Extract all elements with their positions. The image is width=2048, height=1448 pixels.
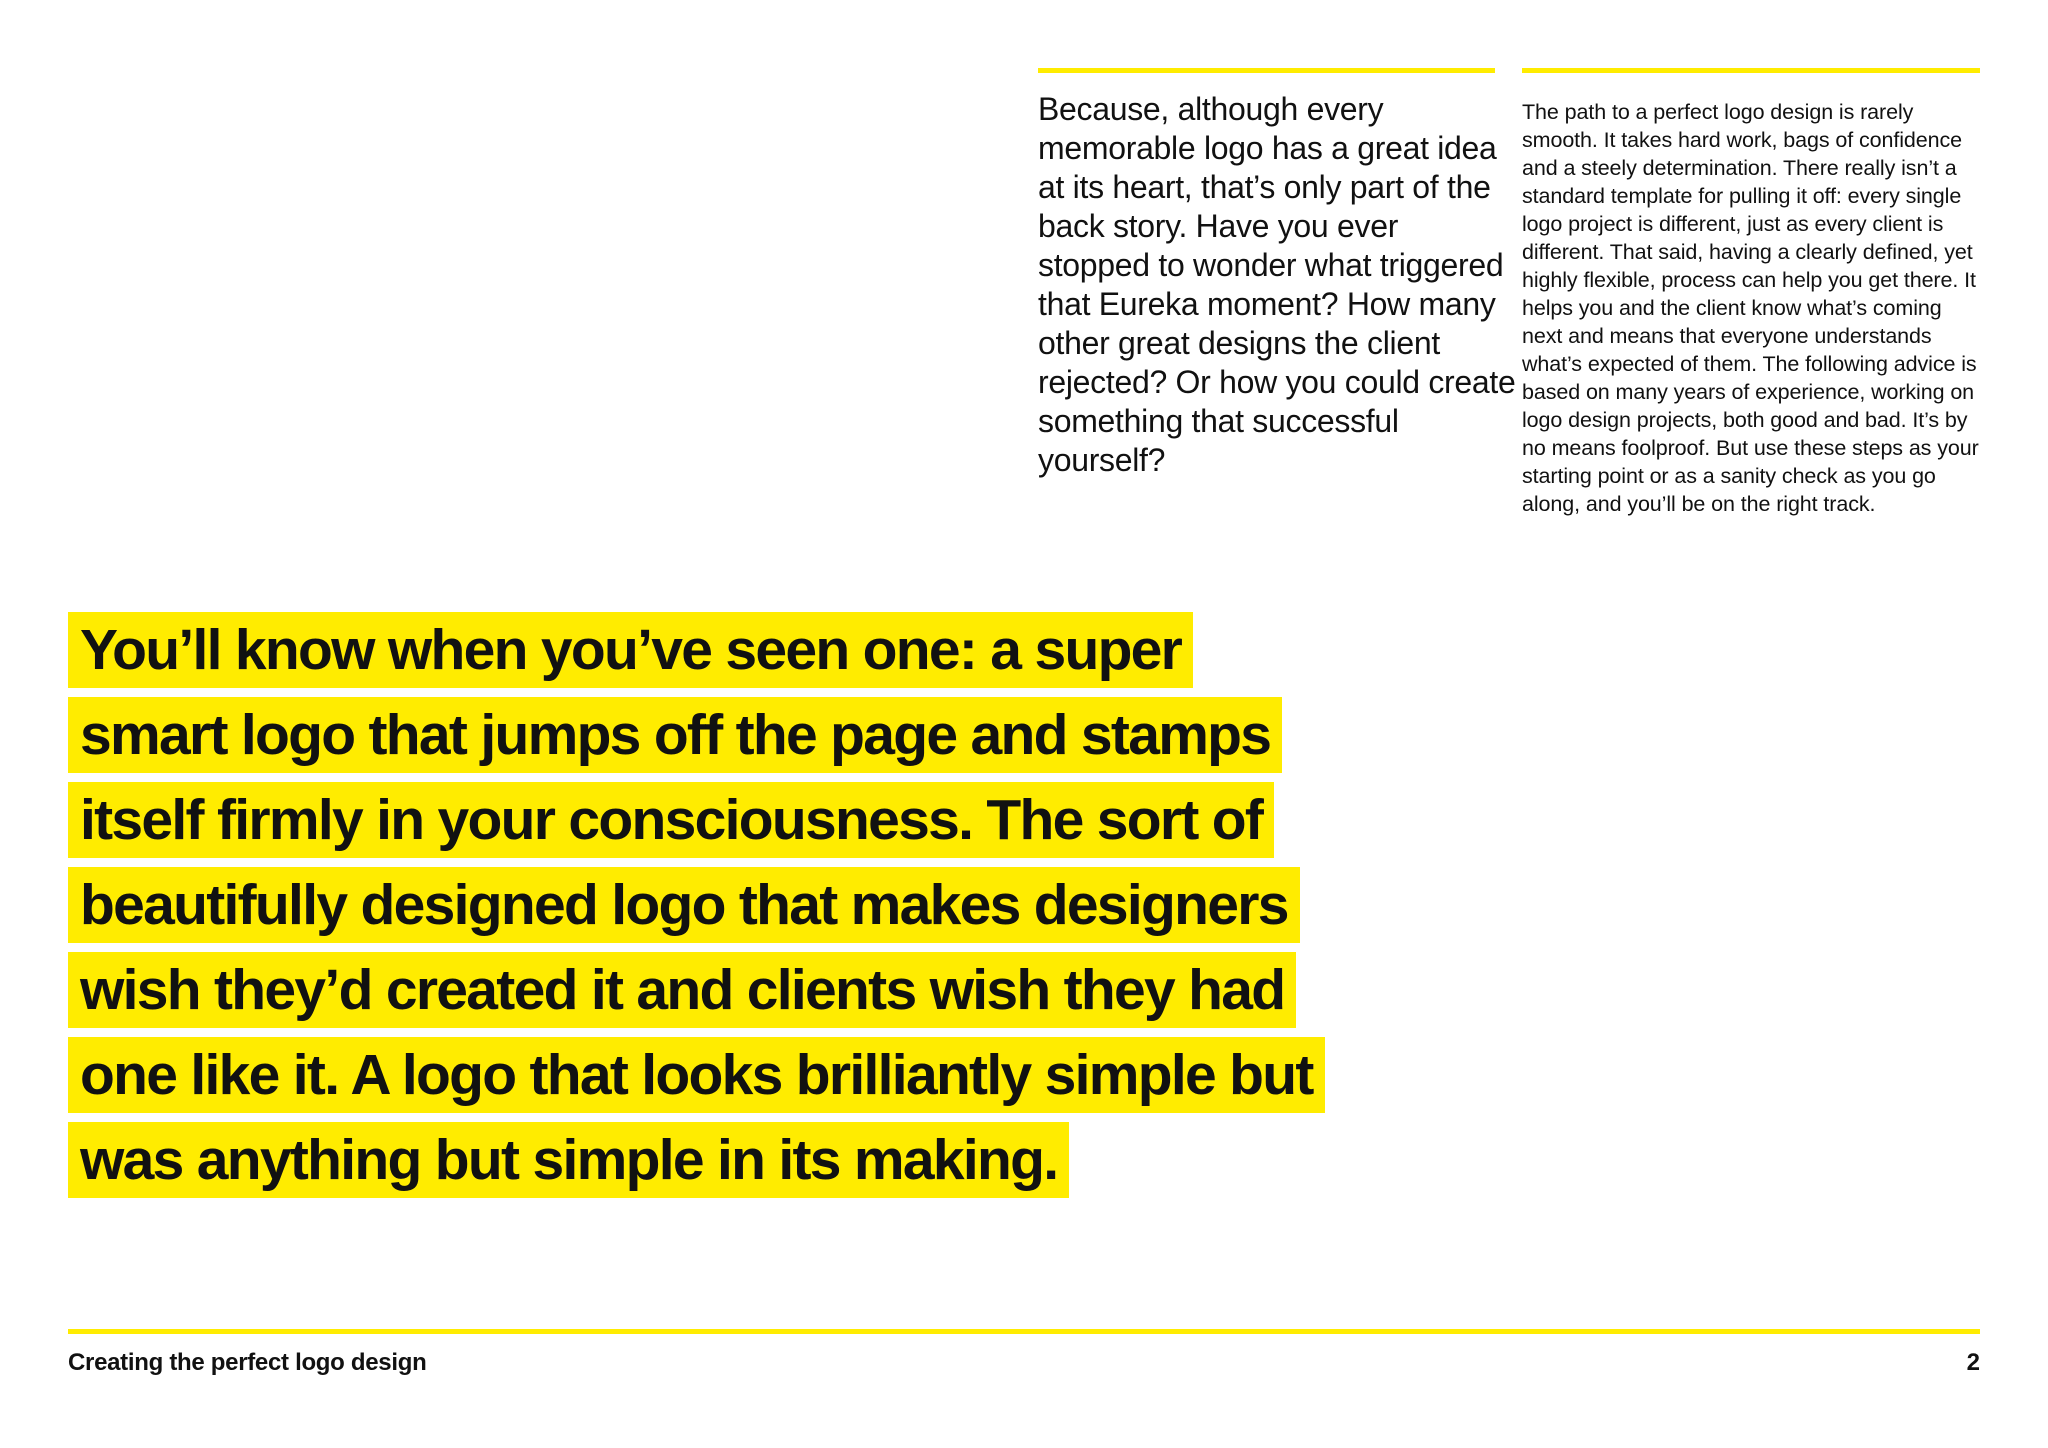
body-column-rule [1522, 68, 1980, 73]
footer-title: Creating the perfect logo design [68, 1349, 427, 1376]
headline-line: beautifully designed logo that makes designers [68, 867, 1300, 943]
headline-line: You’ll know when you’ve seen one: a super [68, 612, 1193, 688]
intro-column-rule [1038, 68, 1495, 73]
headline-line: smart logo that jumps off the page and stamps [68, 697, 1282, 773]
headline-line: one like it. A logo that looks brilliantly simple but [68, 1037, 1325, 1113]
body-paragraph: The path to a perfect logo design is rarely smooth. It takes hard work, bags of confidence and a steely determination. There really isn’t a standard template for pulling it off: every single logo project is different, just as every client is different. That said, having a clearly defined, yet highly flexible, process can help you get there. It helps you and the client know what’s coming next and means that everyone understands what’s expected of them. The following advice is based on many years of experience, working on logo design projects, both good and bad. It’s by no means foolproof. But use these steps as your starting point or as a sanity check as you go along, and you’ll be on the right track. [1522, 100, 1979, 516]
intro-paragraph: Because, although every memorable logo has a great idea at its heart, that’s only part of the back story. Have you ever stopped to wonder what triggered that Eureka moment? How many other great designs the client rejected? Or how you could create something that successful yourself? [1038, 91, 1516, 478]
footer-rule [68, 1329, 1980, 1334]
headline-line: itself firmly in your consciousness. The sort of [68, 782, 1274, 858]
headline-line: wish they’d created it and clients wish they had [68, 952, 1296, 1028]
highlighted-headline [68, 612, 1408, 1207]
headline-line: was anything but simple in its making. [68, 1122, 1069, 1198]
page-number: 2 [1966, 1349, 1980, 1376]
